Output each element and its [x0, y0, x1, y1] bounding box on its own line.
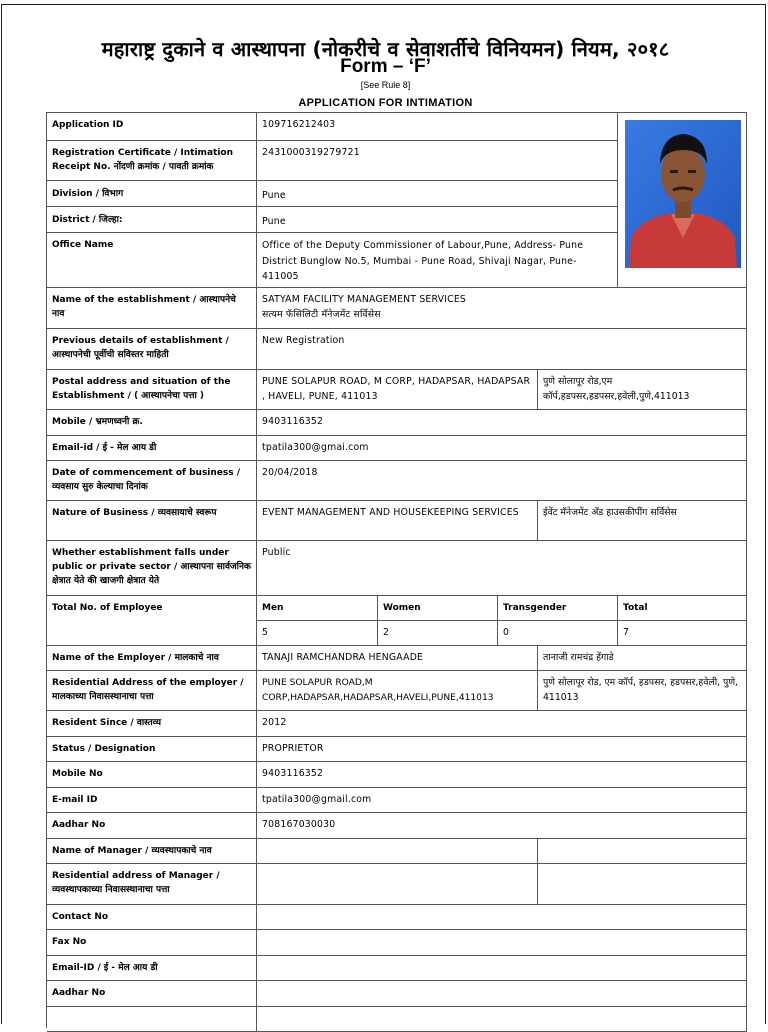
form-title: महाराष्ट्र दुकाने व आस्थापना (नोकरीचे व सेवाशर्तीचे विनियमन) नियम, २०१८ — [101, 37, 670, 61]
manager-name-marathi — [538, 839, 747, 864]
application-heading: APPLICATION FOR INTIMATION — [298, 97, 473, 109]
sector-label: Whether establishment falls under public or private sector / आस्थापना सार्वजनिक क्षेत्रात येते की खाजगी क्षेत्रात येते — [47, 541, 257, 596]
mobile-value: 9403116352 — [257, 410, 747, 436]
commencement-date-value: 20/04/2018 — [257, 461, 747, 501]
employer-email-value: tpatila300@gmail.com — [257, 788, 747, 813]
employer-residential-marathi: पुणे सोलापूर रोड, एम कॉर्प, हडपसर, हडपसर,हवेली, पुणे, 411013 — [538, 671, 747, 711]
application-id-value: 109716212403 — [257, 113, 618, 141]
district-label: District / जिल्हा: — [47, 207, 257, 233]
contact-no-label: Contact No — [47, 905, 257, 930]
emp-women-value: 2 — [378, 621, 498, 646]
prev-details-value: New Registration — [257, 329, 747, 370]
email-label: Email-id / ई - मेल आय डी — [47, 436, 257, 461]
manager-email-value — [257, 956, 747, 981]
commencement-date-label: Date of commencement of business / व्यवसाय सुरु केल्याचा दिनांक — [47, 461, 257, 501]
employer-residential-english: PUNE SOLAPUR ROAD,M CORP,HADAPSAR,HADAPSAR,HAVELI,PUNE,411013 — [257, 671, 538, 711]
manager-name-english — [257, 839, 538, 864]
division-label: Division / विभाग — [47, 181, 257, 207]
emp-head-transgender: Transgender — [498, 596, 618, 621]
employer-name-english: TANAJI RAMCHANDRA HENGAADE — [257, 646, 538, 671]
division-value: Pune — [257, 181, 618, 207]
postal-address-marathi: पुणे सोलापूर रोड,एम कॉर्प,हडपसर,हडपसर,हवेली,पुणे,411013 — [538, 370, 747, 410]
manager-email-label: Email-ID / ई - मेल आय डी — [47, 956, 257, 981]
mobile-label: Mobile / भ्रमणध्वनी क्र. — [47, 410, 257, 436]
est-name-english: SATYAM FACILITY MANAGEMENT SERVICES — [262, 294, 467, 305]
emp-total-value: 7 — [618, 621, 747, 646]
email-value: tpatila300@gmai.com — [257, 436, 747, 461]
form-name: Form – ‘F’ — [340, 56, 431, 77]
emp-men-value: 5 — [257, 621, 378, 646]
sector-value: Public — [257, 541, 747, 596]
postal-address-label: Postal address and situation of the Establishment / ( आस्थापनेचा पत्ता ) — [47, 370, 257, 410]
registration-label: Registration Certificate / Intimation Receipt No. नोंदणी क्रमांक / पावती क्रमांक — [47, 141, 257, 181]
status-value: PROPRIETOR — [257, 737, 747, 762]
manager-residential-label: Residential address of Manager / व्यवस्थापकाच्या निवासस्थानाचा पत्ता — [47, 864, 257, 905]
employer-mobile-label: Mobile No — [47, 762, 257, 788]
fax-no-label: Fax No — [47, 930, 257, 956]
contact-no-value — [257, 905, 747, 930]
manager-name-label: Name of Manager / व्यवस्थापकाचे नाव — [47, 839, 257, 864]
next-row-value — [257, 1007, 747, 1032]
resident-since-label: Resident Since / वास्तव्य — [47, 711, 257, 737]
est-name-marathi: सत्यम फॅसिलिटी मॅनेजमेंट सर्विसेस — [262, 308, 381, 320]
employer-email-label: E-mail ID — [47, 788, 257, 813]
next-row-label — [47, 1007, 257, 1032]
total-employee-label: Total No. of Employee — [47, 596, 257, 646]
manager-residential-marathi — [538, 864, 747, 905]
fax-no-value — [257, 930, 747, 956]
employer-aadhar-value: 708167030030 — [257, 813, 747, 839]
photo-cell — [618, 113, 747, 288]
form-page — [1, 4, 766, 1024]
employer-mobile-value: 9403116352 — [257, 762, 747, 788]
manager-residential-english — [257, 864, 538, 905]
employer-aadhar-label: Aadhar No — [47, 813, 257, 839]
emp-head-total: Total — [618, 596, 747, 621]
application-id-label: Application ID — [47, 113, 257, 141]
emp-head-men: Men — [257, 596, 378, 621]
nature-of-business-english: EVENT MANAGEMENT AND HOUSEKEEPING SERVICES — [257, 501, 538, 541]
office-value: Office of the Deputy Commissioner of Labour,Pune, Address- Pune District Bunglow No.5, Mumbai - Pune Road, Shivaji Nagar, Pune-411005 — [257, 233, 618, 288]
postal-address-english: PUNE SOLAPUR ROAD, M CORP, HADAPSAR, HADAPSAR , HAVELI, PUNE, 411013 — [257, 370, 538, 410]
applicant-photo — [625, 120, 741, 268]
emp-transgender-value: 0 — [498, 621, 618, 646]
registration-value: 2431000319279721 — [257, 141, 618, 181]
establishment-table — [46, 287, 747, 1028]
manager-aadhar-value — [257, 981, 747, 1007]
manager-aadhar-label: Aadhar No — [47, 981, 257, 1007]
employer-residential-label: Residential Address of the employer / मालकाच्या निवासस्थानाचा पत्ता — [47, 671, 257, 711]
nature-of-business-label: Nature of Business / व्यवसायाचे स्वरूप — [47, 501, 257, 541]
resident-since-value: 2012 — [257, 711, 747, 737]
est-name-value — [257, 288, 747, 329]
applicant-info-table — [46, 112, 747, 288]
nature-of-business-marathi: ईवेंट मॅनेजमेंट अँड हाउसकीपींग सर्विसेस — [538, 501, 747, 541]
employer-name-marathi: तानाजी रामचंद्र हेंगाडे — [538, 646, 747, 671]
status-label: Status / Designation — [47, 737, 257, 762]
est-name-label: Name of the establishment / आस्थापनेचे नाव — [47, 288, 257, 329]
office-label: Office Name — [47, 233, 257, 288]
emp-head-women: Women — [378, 596, 498, 621]
district-value: Pune — [257, 207, 618, 233]
rule-reference: [See Rule 8] — [360, 80, 411, 90]
employer-name-label: Name of the Employer / मालकाचे नाव — [47, 646, 257, 671]
prev-details-label: Previous details of establishment / आस्थापनेची पूर्वीची सविस्तर माहिती — [47, 329, 257, 370]
